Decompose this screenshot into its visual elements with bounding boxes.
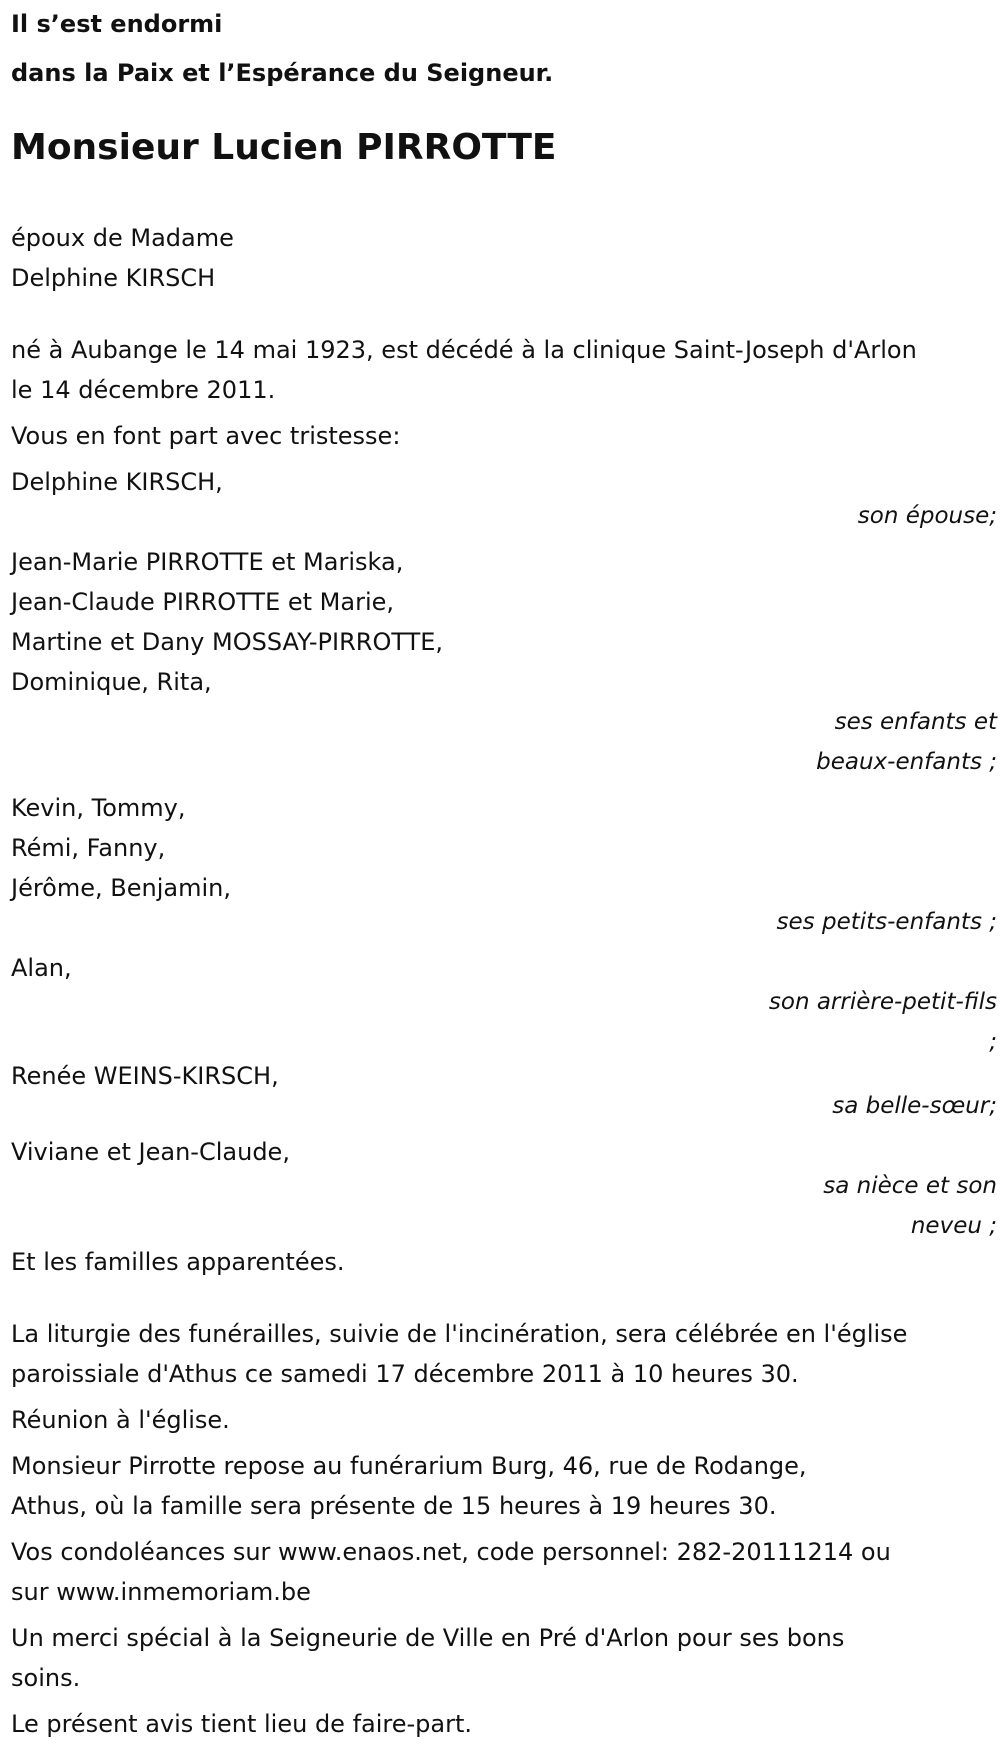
thanks-paragraph bbox=[11, 1618, 989, 1698]
role-line: neveu ; bbox=[910, 1213, 997, 1239]
family-name: Delphine KIRSCH, bbox=[11, 468, 223, 496]
birth-death-line-2: le 14 décembre 2011. bbox=[11, 376, 276, 404]
role-line: son épouse; bbox=[857, 503, 997, 529]
reunion-line: Réunion à l'église. bbox=[11, 1406, 230, 1434]
liturgy-line-1: La liturgie des funérailles, suivie de l'incinération, sera célébrée en l'église bbox=[11, 1320, 908, 1348]
rest-paragraph bbox=[11, 1446, 989, 1526]
family-name: Kevin, Tommy, bbox=[11, 794, 186, 822]
condolences-line-1: Vos condoléances sur www.enaos.net, code personnel: 282-20111214 ou bbox=[11, 1538, 891, 1566]
spouse-line-2: Delphine KIRSCH bbox=[11, 264, 216, 292]
role-line: sa belle-sœur; bbox=[832, 1093, 997, 1119]
birth-death-section bbox=[11, 330, 989, 410]
role-line: beaux-enfants ; bbox=[816, 749, 997, 775]
family-name: Jean-Marie PIRROTTE et Mariska, bbox=[11, 548, 404, 576]
family-name: Jérôme, Benjamin, bbox=[11, 874, 231, 902]
liturgy-paragraph bbox=[11, 1314, 989, 1394]
family-group-children bbox=[11, 542, 989, 702]
birth-death-line-1: né à Aubange le 14 mai 1923, est décédé à la clinique Saint-Joseph d'Arlon bbox=[11, 336, 917, 364]
announcement: Vous en font part avec tristesse: bbox=[11, 422, 401, 450]
family-role-sister-in-law bbox=[737, 1086, 997, 1126]
family-name: Renée WEINS-KIRSCH, bbox=[11, 1062, 279, 1090]
family-role-grandchildren bbox=[737, 902, 997, 942]
family-role-great-grandson bbox=[737, 982, 997, 1062]
condolences-paragraph bbox=[11, 1532, 989, 1612]
family-name: Rémi, Fanny, bbox=[11, 834, 166, 862]
closing-line: Le présent avis tient lieu de faire-part. bbox=[11, 1710, 473, 1738]
rest-line-2: Athus, où la famille sera présente de 15 heures à 19 heures 30. bbox=[11, 1492, 777, 1520]
intro-line-1: Il s’est endormi bbox=[11, 10, 223, 38]
role-line: ses enfants et bbox=[834, 709, 997, 735]
condolences-line-2: sur www.inmemoriam.be bbox=[11, 1578, 311, 1606]
deceased-name: Monsieur Lucien PIRROTTE bbox=[11, 127, 557, 168]
rest-line-1: Monsieur Pirrotte repose au funérarium Burg, 46, rue de Rodange, bbox=[11, 1452, 807, 1480]
role-line: son arrière-petit-fils bbox=[768, 989, 997, 1015]
family-name: Martine et Dany MOSSAY-PIRROTTE, bbox=[11, 628, 444, 656]
family-group-grandchildren bbox=[11, 788, 989, 908]
family-role-niece-nephew bbox=[737, 1166, 997, 1246]
role-line: ses petits-enfants ; bbox=[776, 909, 997, 935]
spouse-section bbox=[11, 218, 989, 298]
spouse-line-1: époux de Madame bbox=[11, 224, 234, 252]
family-name: Alan, bbox=[11, 954, 72, 982]
role-line: sa nièce et son bbox=[823, 1173, 997, 1199]
families-line: Et les familles apparentées. bbox=[11, 1248, 345, 1276]
family-name: Viviane et Jean-Claude, bbox=[11, 1138, 290, 1166]
family-name: Jean-Claude PIRROTTE et Marie, bbox=[11, 588, 395, 616]
family-role-children bbox=[737, 702, 997, 782]
thanks-line-1: Un merci spécial à la Seigneurie de Ville en Pré d'Arlon pour ses bons bbox=[11, 1624, 845, 1652]
family-name: Dominique, Rita, bbox=[11, 668, 212, 696]
thanks-line-2: soins. bbox=[11, 1664, 81, 1692]
role-line: ; bbox=[989, 1029, 997, 1055]
family-role-spouse bbox=[737, 496, 997, 536]
intro-line-2: dans la Paix et l’Espérance du Seigneur. bbox=[11, 59, 554, 87]
intro-text bbox=[11, 0, 989, 98]
liturgy-line-2: paroissiale d'Athus ce samedi 17 décembre 2011 à 10 heures 30. bbox=[11, 1360, 799, 1388]
